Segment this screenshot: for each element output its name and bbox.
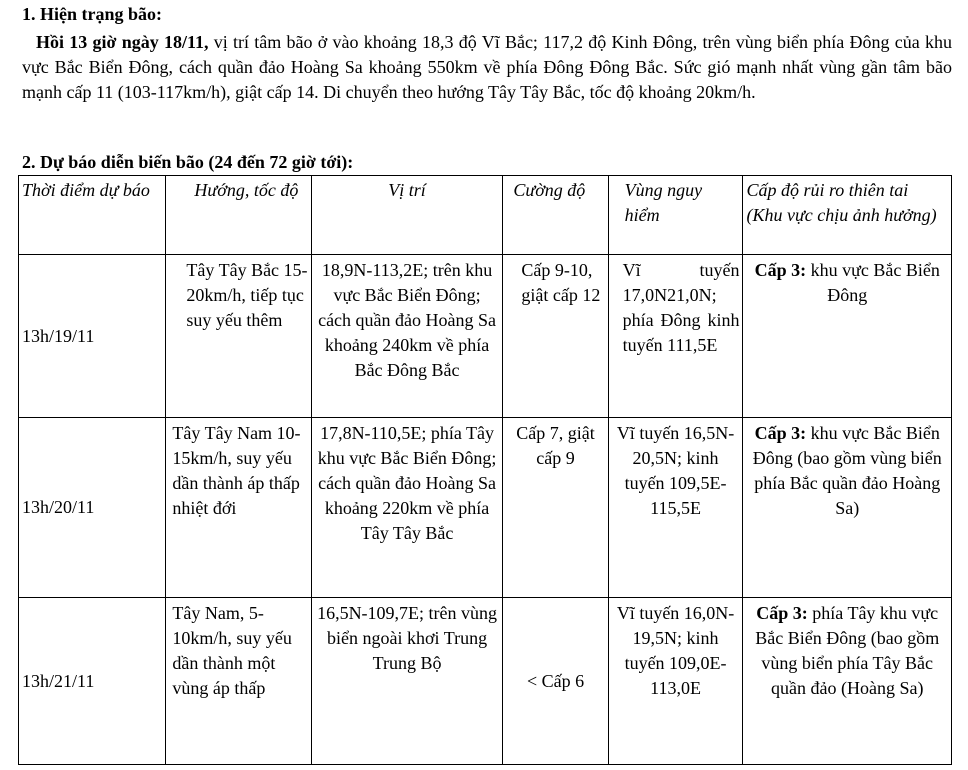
header-danger-zone: Vùng nguy hiểm — [608, 176, 743, 255]
row-time: 13h/20/11 — [19, 418, 166, 598]
risk-level-label: Cấp 3: — [754, 260, 807, 280]
header-intensity: Cường độ — [503, 176, 608, 255]
risk-area: khu vực Bắc Biển Đông — [806, 260, 940, 305]
row-risk-level — [743, 255, 952, 418]
row-risk-level — [743, 418, 952, 598]
table-row — [19, 418, 952, 598]
row-direction: Tây Tây Bắc 15-20km/h, tiếp tục suy yếu thêm — [166, 255, 311, 418]
forecast-table — [18, 175, 952, 765]
table-row — [19, 598, 952, 765]
row-position: 18,9N-113,2E; trên khu vực Bắc Biển Đông; cách quần đảo Hoàng Sa khoảng 240km về phía Bắc Đông Bắc — [311, 255, 503, 418]
header-position: Vị trí — [311, 176, 503, 255]
header-time: Thời điểm dự báo — [19, 176, 166, 255]
row-danger-zone: Vĩ tuyến 17,0N21,0N; phía Đông kinh tuyến 111,5E — [608, 255, 743, 418]
risk-level-label: Cấp 3: — [754, 423, 807, 443]
status-lead: Hồi 13 giờ ngày 18/11, — [36, 32, 209, 52]
row-time: 13h/21/11 — [19, 598, 166, 765]
current-status-paragraph — [22, 30, 952, 105]
section-2-heading: 2. Dự báo diễn biến bão (24 đến 72 giờ tới): — [22, 152, 354, 172]
row-position: 17,8N-110,5E; phía Tây khu vực Bắc Biển Đông; cách quần đảo Hoàng Sa khoảng 220km về phía Tây Tây Bắc — [311, 418, 503, 598]
table-header-row — [19, 176, 952, 255]
section-1-heading: 1. Hiện trạng bão: — [22, 4, 163, 24]
row-intensity: < Cấp 6 — [503, 598, 608, 765]
status-text: vị trí tâm bão ở vào khoảng 18,3 độ Vĩ Bắc; 117,2 độ Kinh Đông, trên vùng biển phía Đông của khu vực Bắc Biển Đông, cách quần đảo Hoàng Sa khoảng 550km về phía Đông Đông Bắc. Sức gió mạnh nhất vùng gần tâm bão mạnh cấp 11 (103-117km/h), giật cấp 14. Di chuyển theo hướng Tây Tây Bắc, tốc độ khoảng 20km/h. — [22, 32, 952, 102]
table-row — [19, 255, 952, 418]
risk-level-label: Cấp 3: — [756, 603, 808, 623]
row-intensity: Cấp 9-10, giật cấp 12 — [503, 255, 608, 418]
row-position: 16,5N-109,7E; trên vùng biển ngoài khơi Trung Trung Bộ — [311, 598, 503, 765]
header-risk-level: Cấp độ rủi ro thiên tai (Khu vực chịu ảnh hưởng) — [743, 176, 952, 255]
header-direction: Hướng, tốc độ — [166, 176, 311, 255]
row-intensity: Cấp 7, giật cấp 9 — [503, 418, 608, 598]
row-risk-level — [743, 598, 952, 765]
risk-area: phía Tây khu vực Bắc Biển Đông (bao gồm vùng biển phía Tây Bắc quần đảo (Hoàng Sa) — [755, 603, 940, 698]
row-time: 13h/19/11 — [19, 255, 166, 418]
row-direction: Tây Nam, 5-10km/h, suy yếu dần thành một vùng áp thấp — [166, 598, 311, 765]
row-direction: Tây Tây Nam 10-15km/h, suy yếu dần thành áp thấp nhiệt đới — [166, 418, 311, 598]
row-danger-zone: Vĩ tuyến 16,5N-20,5N; kinh tuyến 109,5E-115,5E — [608, 418, 743, 598]
risk-area: khu vực Bắc Biển Đông (bao gồm vùng biển phía Bắc quần đảo Hoàng Sa) — [752, 423, 942, 518]
row-danger-zone: Vĩ tuyến 16,0N-19,5N; kinh tuyến 109,0E-113,0E — [608, 598, 743, 765]
